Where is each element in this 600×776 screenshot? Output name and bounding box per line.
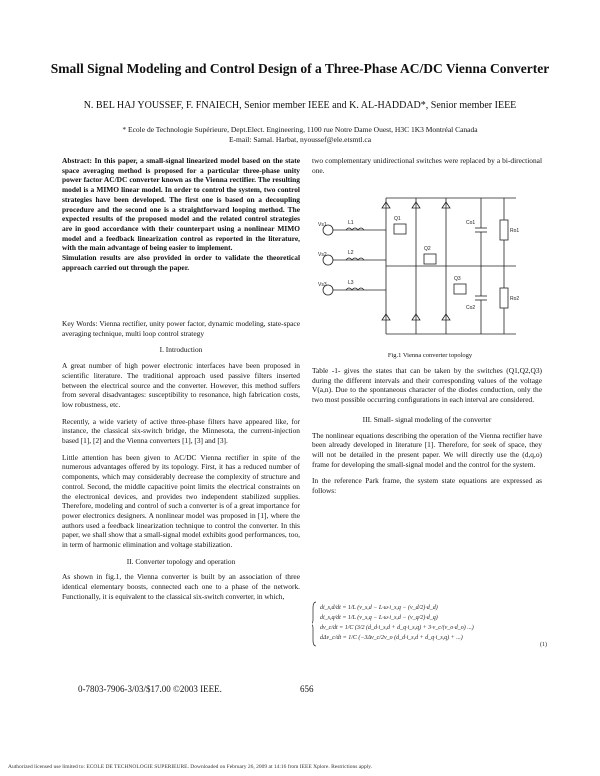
authors-line: N. BEL HAJ YOUSSEF, F. FNAIECH, Senior member IEEE and K. AL-HADDAD*, Senior member IEEE (83, 100, 517, 111)
abstract-block (62, 156, 300, 272)
svg-text:Co2: Co2 (466, 305, 476, 311)
state-equations (312, 600, 552, 648)
equation-number: (1) (540, 642, 547, 648)
right-intro-text (312, 156, 542, 182)
svg-text:Q3: Q3 (454, 276, 461, 282)
affiliation-email: E-mail: Samal. Harbat, nyoussef@ele.etsmtl.ca (228, 135, 372, 144)
authorized-use-notice: Authorized licensed use limited to: ECOLE DE TECHNOLOGIE SUPERIEURE. Downloaded on February 26, 2009 at 14:16 from IEEE Xplore. Restrictions apply. (8, 764, 373, 770)
intro-paragraph-1: A great number of high power electronic interfaces have been proposed in scientific literature. The traditional approach used passive filters inserted between the electrical source and the converter. However, this method suffers from several disadvantages: susceptibility to resonance, high fabrication costs, low robustness, etc. (62, 361, 300, 409)
paper-title: Small Signal Modeling and Control Design of a Three-Phase AC/DC Vienna Converter (50, 61, 550, 76)
svg-text:L1: L1 (348, 220, 354, 226)
svg-text:Ro1: Ro1 (510, 228, 520, 234)
keywords: Key Words: Vienna rectifier, unity power factor, dynamic modeling, state-space averaging technique, multi loop control strategy (62, 319, 300, 338)
svg-text:di_s,q/dt = 1/L (v_s,q − L·ω·i: di_s,q/dt = 1/L (v_s,q − L·ω·i_s,d − (v_q/2)·d_q) (320, 615, 438, 621)
section-heading-topology: II. Converter topology and operation (126, 556, 236, 566)
svg-text:Ro2: Ro2 (510, 296, 520, 302)
affiliation (40, 125, 560, 145)
svg-text:dv_c/dt = 1/C (3/2 (d_d·i_s,d: dv_c/dt = 1/C (3/2 (d_d·i_s,d + d_q·i_s,q) + 3·v_c/(v_o·d_o) ...) (320, 625, 474, 631)
svg-text:L2: L2 (348, 250, 354, 256)
svg-text:dΔv_c/dt = 1/C (−3Δv_c/2v_o (d: dΔv_c/dt = 1/C (−3Δv_c/2v_o (d_d·i_s,d + d_q·i_s,q) + ...) (320, 635, 463, 641)
affiliation-address: * Ecole de Technologie Supérieure, Dept.Elect. Engineering, 1100 rue Notre Dame Ouest, H3C 1K3 Montréal Canada (122, 125, 478, 134)
vienna-converter-figure (316, 184, 544, 354)
svg-text:Co1: Co1 (466, 220, 476, 226)
svg-text:Vs2: Vs2 (318, 252, 327, 258)
right-paragraph-3: The nonlinear equations describing the operation of the Vienna rectifier have been already developed in literature [1]. Therefore, for seek of space, they will not be detailed in the present paper. We will directly use the (d,q,o) frame for developing the small-signal model and the control for the system. (312, 430, 542, 469)
page-number: 656 (300, 684, 314, 694)
svg-text:Vs3: Vs3 (318, 282, 327, 288)
right-column-body (312, 366, 542, 503)
left-column-body (62, 319, 300, 609)
svg-text:Vs1: Vs1 (318, 222, 327, 228)
right-paragraph-1: two complementary unidirectional switches were replaced by a bi-directional one. (312, 156, 542, 175)
right-paragraph-2: Table -1- gives the states that can be taken by the switches (Q1,Q2,Q3) during the different intervals and their corresponding values of the voltage V(a,n). Due to the spontaneous character of the diodes conduction, only the two most possible occurring configurations in each interval are considered. (312, 366, 542, 405)
svg-text:Q1: Q1 (394, 216, 401, 222)
footer-isbn: 0-7803-7906-3/03/$17.00 ©2003 IEEE. (78, 684, 222, 694)
svg-text:di_s,d/dt = 1/L (v_s,d − L·ω·i: di_s,d/dt = 1/L (v_s,d − L·ω·i_s,q − (v_d/2)·d_d) (320, 605, 438, 611)
right-paragraph-4: In the reference Park frame, the system state equations are expressed as follows: (312, 476, 542, 496)
svg-text:Q2: Q2 (424, 246, 431, 252)
intro-paragraph-3: Little attention has been given to AC/DC Vienna rectifier in spite of the numerous advantages offered by its topology. First, it has a reduced number of components, which may considerably decrease the complexity of structure and control. Second, the middle capacitive point limits the electrical constraints on the electronical devices, and provides two independent stabilized supplies. Therefore, modeling and control of such a converter is of a great importance for power electronics designers. A nonlinear model was proposed in [1], where the authors used a feedback linearization technique to control the converter. In this paper, we shall show that a small-signal model exhibits good performances, too, in term of harmonic elimination and voltage stabilization. (62, 452, 300, 550)
abstract-text-2: Simulation results are also provided in order to validate the theoretical approach carried out through the paper. (62, 253, 300, 272)
topology-paragraph: As shown in fig.1, the Vienna converter is built by an association of three identical elementary boosts, connected each one to a phase of the network. Functionally, it is equivalent to the classical six-switch converter, in which, (62, 572, 300, 601)
section-heading-introduction: I. Introduction (159, 345, 203, 355)
section-heading-small-signal: III. Small- signal modeling of the converter (362, 414, 492, 424)
svg-text:L3: L3 (348, 280, 354, 286)
abstract-text: Abstract: In this paper, a small-signal linearized model based on the state space averaging method is proposed for a particular three-phase unity power factor AC/DC converter known as the Vienna rectifier. The resulting model is a MIMO linear model. In order to control the system, two control strategies have been developed. The first one is based on a decoupling procedure and the second one is a straightforward looping method. The expected results of the proposed model and the related control strategies are in good accordance with their counterpart using a nonlinear MIMO model and a feedback linearization control as reported in the literature, with the main advantage of being easier to implement. (62, 156, 300, 253)
figure-caption: Fig.1 Vienna converter topology (387, 352, 473, 359)
intro-paragraph-2: Recently, a wide variety of active three-phase filters have appeared like, for instance, the classical six-switch bridge, the Minnesota, the current-injection based [1], [2] and the Vienna converters [1], [3] and [3]. (62, 416, 300, 446)
